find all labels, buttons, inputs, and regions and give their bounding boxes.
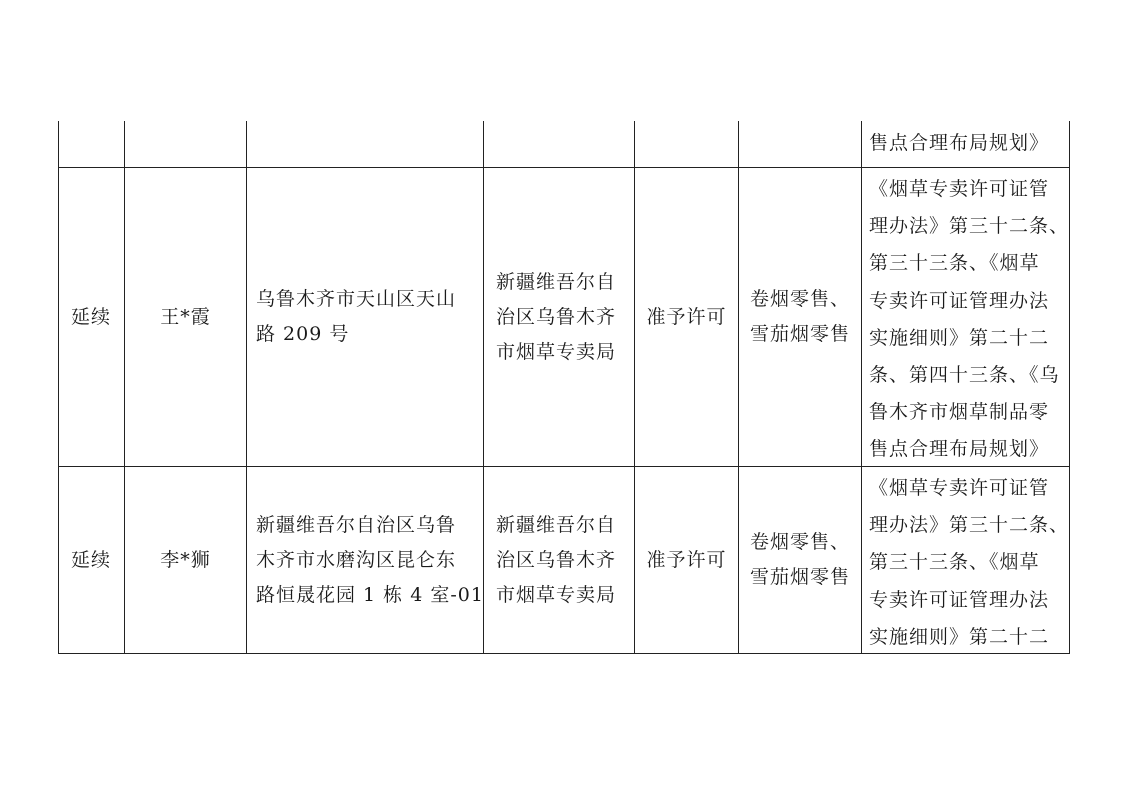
basis-line: 《烟草专卖许可证管 — [869, 477, 1050, 499]
authority-cell — [496, 467, 632, 653]
type-cell: 延续 — [70, 548, 111, 571]
scope-cell — [739, 168, 861, 466]
column-rule — [483, 121, 484, 654]
basis-line: 鲁木齐市烟草制品零 — [869, 401, 1050, 424]
decision-text: 准予许可 — [646, 548, 727, 571]
decision-cell — [635, 168, 738, 466]
name-cell — [125, 168, 246, 466]
applicant-name: 王*霞 — [160, 305, 211, 328]
decision-text: 准予许可 — [646, 305, 727, 328]
column-rule — [246, 121, 247, 654]
name-cell — [125, 467, 246, 653]
basis-line: 第三十三条、《烟草 — [869, 551, 1040, 574]
authority-line: 市烟草专卖局 — [496, 583, 617, 606]
basis-line: 第三十三条、《烟草 — [869, 252, 1040, 275]
basis-line: 《烟草专卖许可证管 — [869, 178, 1050, 200]
basis-cell — [869, 125, 1049, 162]
basis-line: 专卖许可证管理办法 — [869, 588, 1050, 611]
table-row — [58, 168, 124, 466]
basis-cell — [869, 470, 1069, 656]
authority-line: 治区乌鲁木齐 — [496, 548, 617, 571]
address-line: 新疆维吾尔自治区乌鲁 — [256, 513, 457, 536]
address-cell — [256, 168, 480, 466]
column-rule — [1069, 121, 1070, 654]
authority-line: 治区乌鲁木齐 — [496, 305, 617, 328]
scope-line: 卷烟零售、 — [749, 531, 850, 553]
address-line: 木齐市水磨沟区昆仑东 — [256, 548, 457, 571]
decision-cell — [635, 467, 738, 653]
type-cell: 延续 — [70, 305, 111, 328]
scope-cell — [739, 467, 861, 653]
authority-cell — [496, 168, 632, 466]
basis-line: 条、第四十三条、《乌 — [869, 364, 1060, 387]
table-row — [58, 467, 124, 653]
applicant-name: 李*狮 — [160, 548, 211, 571]
basis-line: 专卖许可证管理办法 — [869, 289, 1050, 312]
authority-line: 新疆维吾尔自 — [496, 270, 617, 293]
address-line: 路 209 号 — [256, 323, 350, 345]
address-line: 路恒晟花园 1 栋 4 室-01 — [256, 583, 484, 606]
basis-line: 理办法》第三十二条、 — [869, 514, 1070, 537]
column-rule — [861, 121, 862, 654]
address-cell — [256, 467, 482, 653]
basis-line: 实施细则》第二十二 — [869, 625, 1050, 648]
authority-line: 新疆维吾尔自 — [496, 513, 617, 536]
scope-line: 雪茄烟零售 — [749, 566, 850, 588]
basis-line: 售点合理布局规划》 — [869, 132, 1050, 154]
basis-line: 售点合理布局规划》 — [869, 438, 1050, 461]
address-line: 乌鲁木齐市天山区天山 — [256, 288, 457, 310]
authority-line: 市烟草专卖局 — [496, 340, 617, 363]
scope-line: 雪茄烟零售 — [749, 323, 850, 345]
basis-cell — [869, 171, 1069, 469]
scope-line: 卷烟零售、 — [749, 288, 850, 310]
basis-line: 理办法》第三十二条、 — [869, 215, 1070, 238]
basis-line: 实施细则》第二十二 — [869, 326, 1050, 349]
